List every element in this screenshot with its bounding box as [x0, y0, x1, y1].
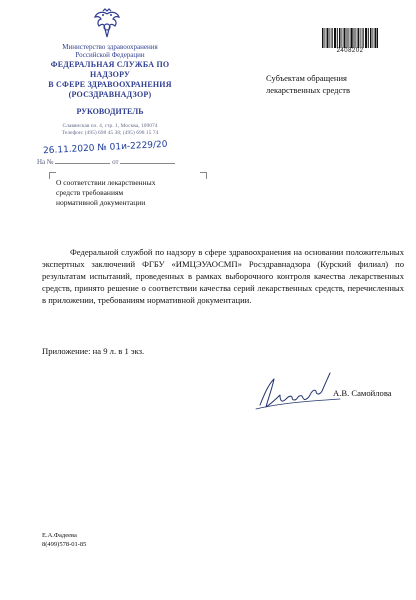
- registration-number-sign-icon: №: [97, 142, 108, 154]
- letter-body-paragraph: Федеральной службой по надзору в сфере здравоохранения на основании положительных экспертных заключений ФГБУ «ИМЦЭУАОСМП» Росздравнадзора (Курский филиал) по результатам испытаний, проведенных в рамках выборочного контроля качества лекарственных средств, принято решение о соответствии качества серий лекарственных средств, перечисленных в приложении, требованиям нормативной документации.: [42, 247, 404, 305]
- registration-stamp: [43, 140, 168, 157]
- double-headed-eagle-emblem-icon: [92, 8, 122, 40]
- ministry-name: [40, 43, 180, 59]
- executor-name: Е.А.Фадеева: [42, 532, 77, 539]
- subject-bracket-right: [200, 172, 207, 179]
- recipient-line-1: Субъектам обращения: [266, 73, 347, 83]
- address-line-2: Телефон: (495) 698 45 38; (495) 698 15 74: [61, 130, 159, 136]
- subject-block: [56, 178, 196, 208]
- agency-line-2: В СФЕРЕ ЗДРАВООХРАНЕНИЯ: [48, 80, 172, 89]
- address-line-1: Славянская пл. 4, стр. 1, Москва, 109074: [62, 123, 158, 129]
- reply-number-blank: [55, 163, 110, 164]
- attachment-note: Приложение: на 9 л. в 1 экз.: [42, 346, 145, 356]
- ministry-line-2: Российской Федерации: [75, 51, 145, 59]
- head-title: РУКОВОДИТЕЛЬ: [76, 107, 144, 116]
- subject-line-1: О соответствии лекарственных: [56, 178, 156, 187]
- reply-number-label: На №: [37, 158, 54, 166]
- subject-bracket-left: [49, 172, 56, 179]
- barcode-number: 2408202: [336, 48, 364, 54]
- agency-address: [30, 123, 190, 137]
- reply-from-label: от: [112, 158, 119, 166]
- executor-phone: 8(499)578-01-85: [42, 541, 87, 548]
- agency-line-1: ФЕДЕРАЛЬНАЯ СЛУЖБА ПО НАДЗОРУ: [50, 60, 170, 79]
- reply-date-blank: [120, 163, 175, 164]
- registration-number: 01и-2229/20: [109, 139, 168, 153]
- reply-to-line: [37, 158, 175, 166]
- recipient-line-2: лекарственных средств: [266, 85, 350, 95]
- barcode-icon: [322, 28, 378, 48]
- ministry-line-1: Министерство здравоохранения: [62, 43, 158, 51]
- signer-name: А.В. Самойлова: [333, 388, 392, 398]
- subject-line-3: нормативной документации: [56, 198, 146, 207]
- recipient-block: [266, 72, 396, 96]
- executor-block: [42, 531, 86, 549]
- subject-line-2: средств требованиям: [56, 188, 124, 197]
- agency-name: [30, 60, 190, 100]
- agency-line-3: (РОСЗДРАВНАДЗОР): [68, 90, 152, 99]
- registration-date: 26.11.2020: [42, 143, 95, 157]
